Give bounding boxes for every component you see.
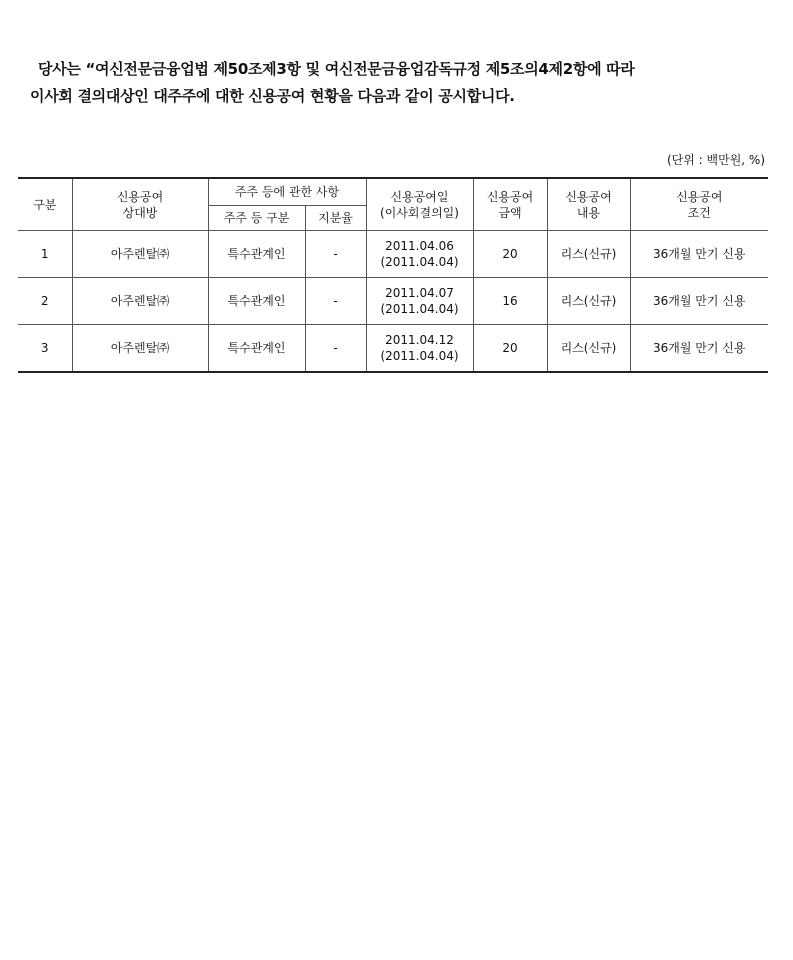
cell-shareholder-type: 특수관계인 (208, 278, 305, 325)
header-content (547, 178, 630, 231)
header-terms (630, 178, 768, 231)
table-row (18, 325, 768, 373)
header-counterparty (72, 178, 208, 231)
cell-shareholder-type: 특수관계인 (208, 325, 305, 373)
cell-board-date: (2011.04.04) (380, 255, 459, 269)
header-date (366, 178, 473, 231)
header-counterparty-line2: 상대방 (122, 205, 158, 220)
cell-share-ratio: - (305, 278, 366, 325)
cell-amount: 20 (473, 231, 547, 278)
cell-counterparty: 아주렌탈㈜ (72, 278, 208, 325)
cell-amount: 20 (473, 325, 547, 373)
table-row (18, 231, 768, 278)
cell-credit-date: 2011.04.07 (385, 286, 454, 300)
header-terms-line1: 신용공여 (676, 189, 723, 204)
header-amount-line2: 금액 (498, 205, 522, 220)
header-date-line2: (이사회결의일) (380, 205, 459, 220)
cell-counterparty: 아주렌탈㈜ (72, 231, 208, 278)
header-date-line1: 신용공여일 (390, 189, 449, 204)
header-share-ratio: 지분율 (305, 206, 366, 231)
cell-counterparty: 아주렌탈㈜ (72, 325, 208, 373)
cell-date (366, 231, 473, 278)
table-row (18, 278, 768, 325)
credit-table (18, 177, 768, 373)
cell-terms: 36개월 만기 신용 (630, 278, 768, 325)
unit-note: (단위 : 백만원, %) (666, 153, 765, 167)
header-counterparty-line1: 신용공여 (116, 189, 164, 204)
header-no: 구분 (18, 178, 72, 231)
cell-board-date: (2011.04.04) (380, 349, 459, 363)
cell-credit-date: 2011.04.06 (385, 239, 454, 253)
cell-shareholder-type: 특수관계인 (208, 231, 305, 278)
header-amount (473, 178, 547, 231)
cell-board-date: (2011.04.04) (380, 302, 459, 316)
header-content-line1: 신용공여 (565, 189, 612, 204)
intro-line-1: 당사는 “여신전문금융업법 제50조제3항 및 여신전문금융업감독규정 제5조의4제2항에 따라 (38, 60, 635, 78)
cell-amount: 16 (473, 278, 547, 325)
cell-no: 3 (18, 325, 72, 373)
cell-terms: 36개월 만기 신용 (630, 325, 768, 373)
cell-date (366, 325, 473, 373)
header-amount-line1: 신용공여 (486, 189, 534, 204)
cell-no: 1 (18, 231, 72, 278)
cell-terms: 36개월 만기 신용 (630, 231, 768, 278)
cell-no: 2 (18, 278, 72, 325)
header-terms-line2: 조건 (687, 205, 711, 220)
header-shareholder-group: 주주 등에 관한 사항 (208, 178, 366, 206)
cell-credit-date: 2011.04.12 (385, 333, 454, 347)
intro-line-2: 이사회 결의대상인 대주주에 대한 신용공여 현황을 다음과 같이 공시합니다. (30, 87, 515, 105)
cell-content: 리스(신규) (547, 278, 630, 325)
header-row-1 (18, 178, 768, 206)
header-content-line2: 내용 (576, 205, 601, 220)
cell-share-ratio: - (305, 325, 366, 373)
header-shareholder-type: 주주 등 구분 (208, 206, 305, 231)
cell-date (366, 278, 473, 325)
cell-content: 리스(신규) (547, 325, 630, 373)
disclosure-intro (30, 56, 770, 110)
cell-share-ratio: - (305, 231, 366, 278)
cell-content: 리스(신규) (547, 231, 630, 278)
